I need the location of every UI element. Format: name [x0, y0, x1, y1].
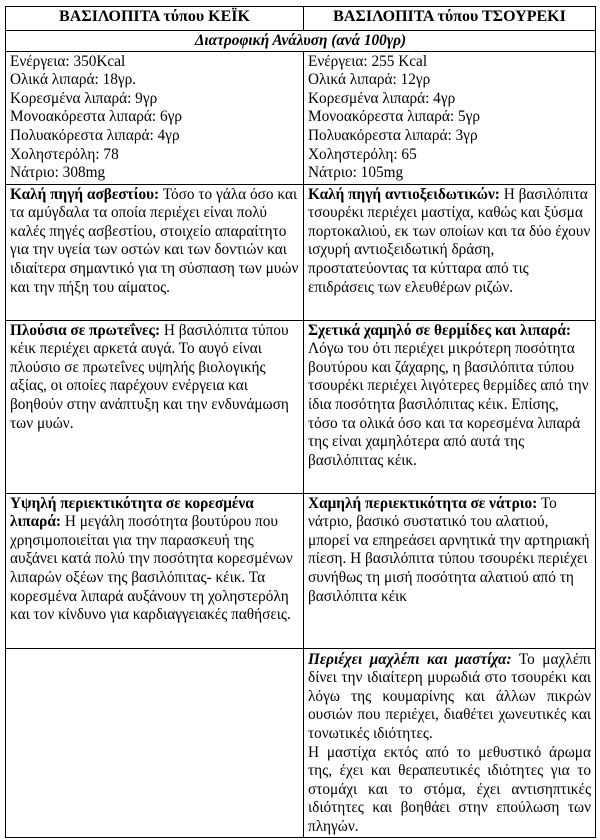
tsoureki-sodium-text: Το νάτριο, βασικό συστατικό του αλατιού, μπορεί να επηρεάσει αρνητικά την αρτηριακή πίεση. Η βασιλόπιτα τύπου τσουρέκι περιέχει συνήθως τη μισή ποσότητα αλατιού από τη βασιλόπιτα κέικ [308, 494, 590, 605]
nutrition-line: Νάτριο: 105mg [308, 164, 404, 182]
nutrition-line: Νάτριο: 308mg [10, 164, 106, 182]
cake-saturated-fat-text: Η μεγάλη ποσότητα βουτύρου που χρησιμοποιείται για την παρασκευή της αυξάνει κατά πολύ την ποσότητα κορεσμένων λιπαρών οξέων της βασιλόπιτας- κέικ. Τα κορεσμένα λιπαρά αυξάνουν τη χοληστερόλη και τον κίνδυνο για καρδιαγγειακές παθήσεις. [10, 513, 293, 624]
nutrition-cake [6, 51, 304, 184]
benefit-row-4 [6, 648, 596, 837]
nutrition-line: Μονοακόρεστα λιπαρά: 5γρ [308, 108, 480, 126]
cake-protein-title: Πλούσια σε πρωτεΐνες: [10, 321, 161, 339]
nutrition-line: Χοληστερόλη: 65 [308, 145, 417, 163]
cake-saturated-fat-title: Υψηλή περιεκτικότητα σε κορεσμένα λιπαρά: [10, 494, 254, 531]
header-tsoureki: ΒΑΣΙΛΟΠΙΤΑ τύπου ΤΣΟΥΡΕΚΙ [304, 7, 596, 31]
nutrition-line: Πολυακόρεστα λιπαρά: 3γρ [308, 126, 478, 144]
tsoureki-low-calories-cell [304, 320, 596, 493]
tsoureki-low-calories-text: Λόγω του ότι περιέχει μικρότερη ποσότητα βουτύρου και ζάχαρης, η βασιλόπιτα τύπου τσουρέκι περιέχει λιγότερες θερμίδες από την ίδια ποσότητα βασιλόπιτας κέικ. Επίσης, τόσο τα ολικά όσο και τα κορεσμένα λιπαρά της είναι χαμηλότερα από αυτά της βασιλόπιτας κέικ. [308, 340, 589, 469]
nutrition-analysis-title: Διατροφική Ανάλυση (ανά 100γρ) [6, 31, 596, 52]
cake-protein-text: Η βασιλόπιτα τύπου κέικ περιέχει αρκετά αυγά. Το αυγό είναι πλούσιο σε πρωτεΐνες υψηλής βιολογικής αξίας, οι οποίες παρέχουν ενέργεια και βοηθούν στην ανάπτυξη και την ενδυνάμωση των μυών. [10, 321, 289, 432]
nutrition-line: Μονοακόρεστα λιπαρά: 6γρ [10, 108, 182, 126]
header-row [6, 7, 596, 31]
benefit-row-1 [6, 184, 596, 320]
tsoureki-spices-cell [304, 648, 596, 837]
header-cake: ΒΑΣΙΛΟΠΙΤΑ τύπου ΚΕΪΚ [6, 7, 304, 31]
cake-calcium-title: Καλή πηγή ασβεστίου: [10, 185, 160, 203]
subheader-row [6, 31, 596, 52]
comparison-table [5, 6, 596, 838]
tsoureki-sodium-title: Χαμηλή περιεκτικότητα σε νάτριο: [308, 494, 538, 512]
tsoureki-mahlepi-text: Το μαχλέπι δίνει την ιδιαίτερη μυρωδιά στο τσουρέκι και λόγω της κουμαρίνης και άλλων πικρών ουσιών που περιέχει, διαθέτει χωνευτικές και τονωτικές ιδιότητες. [308, 650, 591, 742]
nutrition-line: Κορεσμένα λιπαρά: 4γρ [308, 89, 456, 107]
tsoureki-sodium-cell [304, 493, 596, 648]
tsoureki-antioxidant-text: Η βασιλόπιτα τσουρέκι περιέχει μαστίχα, καθώς και ξύσμα πορτοκαλιού, εκ των οποίων και τα δύο έχουν ισχυρή αντιοξειδωτική δράση, προστατεύοντας τα κύτταρα από τις επιδράσεις των ελευθέρων ριζών. [308, 185, 591, 296]
tsoureki-spices-title: Περιέχει μαχλέπι και μαστίχα: [308, 650, 512, 668]
empty-cell [6, 648, 304, 837]
nutrition-tsoureki [304, 51, 596, 184]
tsoureki-antioxidant-title: Καλή πηγή αντιοξειδωτικών: [308, 185, 500, 203]
cake-calcium-text: Τόσο το γάλα όσο και τα αμύγδαλα τα οποία περιέχει είναι πολύ καλές πηγές ασβεστίου, στοιχείο απαραίτητο για την υγεία των οστών και των δοντιών και ιδιαίτερα σημαντικό για τη σύσπαση των μυών και την πήξη του αίματος. [10, 185, 299, 296]
nutrition-line: Ολικά λιπαρά: 18γρ. [10, 71, 137, 89]
tsoureki-antioxidant-cell [304, 184, 596, 320]
cake-protein-cell [6, 320, 304, 493]
tsoureki-spices-paragraph [308, 651, 591, 744]
nutrition-line: Ενέργεια: 255 Kcal [308, 52, 428, 70]
nutrition-line: Ενέργεια: 350Kcal [10, 52, 126, 70]
nutrition-line: Ολικά λιπαρά: 12γρ [308, 71, 431, 89]
nutrition-line: Χοληστερόλη: 78 [10, 145, 119, 163]
cake-calcium-cell [6, 184, 304, 320]
tsoureki-mastic-text: Η μαστίχα εκτός από το μεθυστικό άρωμα της, έχει και θεραπευτικές ιδιότητες για το στομάχι και το στόμα, έχει αντισηπτικές ιδιότητες και βοηθάει στην επούλωση των πληγών. [308, 743, 591, 835]
benefit-row-3 [6, 493, 596, 648]
benefit-row-2 [6, 320, 596, 493]
nutrition-line: Κορεσμένα λιπαρά: 9γρ [10, 89, 158, 107]
tsoureki-low-calories-title: Σχετικά χαμηλό σε θερμίδες και λιπαρά: [308, 321, 572, 339]
cake-saturated-fat-cell [6, 493, 304, 648]
nutrition-row [6, 51, 596, 184]
nutrition-line: Πολυακόρεστα λιπαρά: 4γρ [10, 126, 180, 144]
